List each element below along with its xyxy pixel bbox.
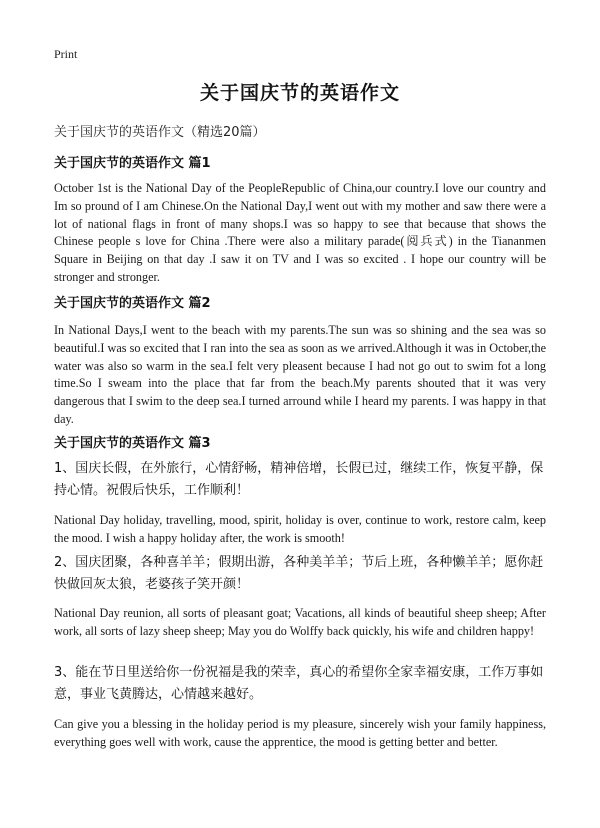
section-3-item-2-chinese: 2、国庆团聚，各种喜羊羊；假期出游，各种美羊羊；节后上班，各种懒羊羊；愿你赶快做回灰太狼，老婆孩子笑开颜！ <box>54 555 544 592</box>
section-heading-1: 关于国庆节的英语作文 篇1 <box>54 156 211 171</box>
section-1-paragraph: October 1st is the National Day of the PeopleRepublic of China,our country.I love our country and Im so pround of I am Chinese.On the National Day,I went out with my mother and saw there were a lot of national flags in front of many shops.I was so happy to see that because that shows the Chinese people s love for China .There were also a military parade(阅兵式) in the Tiananmen Square in Beijing on that day .I saw it on TV and I was so excited . I hope our country will be stronger and stronger. <box>54 181 546 284</box>
section-3-item-3-chinese: 3、能在节日里送给你一份祝福是我的荣幸，真心的希望你全家幸福安康，工作万事如意，事业飞黄腾达，心情越来越好。 <box>54 665 544 702</box>
section-3-item-3-english: Can give you a blessing in the holiday period is my pleasure, sincerely wish your family happiness, everything goes well with work, cause the apprentice, the mood is getting better and better. <box>54 717 546 749</box>
print-label[interactable]: Print <box>54 47 78 61</box>
section-2-paragraph: In National Days,I went to the beach with my parents.The sun was so shining and the sea was so beautiful.I was so excited that I ran into the sea as soon as we arrived.Although it was in October,the water was also so warm in the sea.I felt very pleasent because I had not go out to swim fot a long time.So I sweam into the place that far from the beach.My parents shouted that it was very dangerous that I swim to the deep sea.I turned arround while I heard my parents. I was happy in that day. <box>54 323 546 426</box>
section-heading-3: 关于国庆节的英语作文 篇3 <box>54 436 211 451</box>
page-subtitle: 关于国庆节的英语作文（精选20篇） <box>54 125 266 140</box>
section-3-item-1-english: National Day holiday, travelling, mood, spirit, holiday is over, continue to work, restore calm, keep the mood. I wish a happy holiday after, the work is smooth! <box>54 513 546 545</box>
section-3-item-2-english: National Day reunion, all sorts of pleasant goat; Vacations, all kinds of beautiful sheep sheep; After work, all sorts of lazy sheep sheep; May you do Wolffy back quickly, his wife and children happy! <box>54 606 546 638</box>
page-title: 关于国庆节的英语作文 <box>199 82 400 104</box>
section-heading-2: 关于国庆节的英语作文 篇2 <box>54 296 211 311</box>
section-3-item-1-chinese: 1、国庆长假，在外旅行，心情舒畅，精神倍增，长假已过，继续工作，恢复平静，保持心情。祝假后快乐，工作顺利！ <box>54 461 544 498</box>
